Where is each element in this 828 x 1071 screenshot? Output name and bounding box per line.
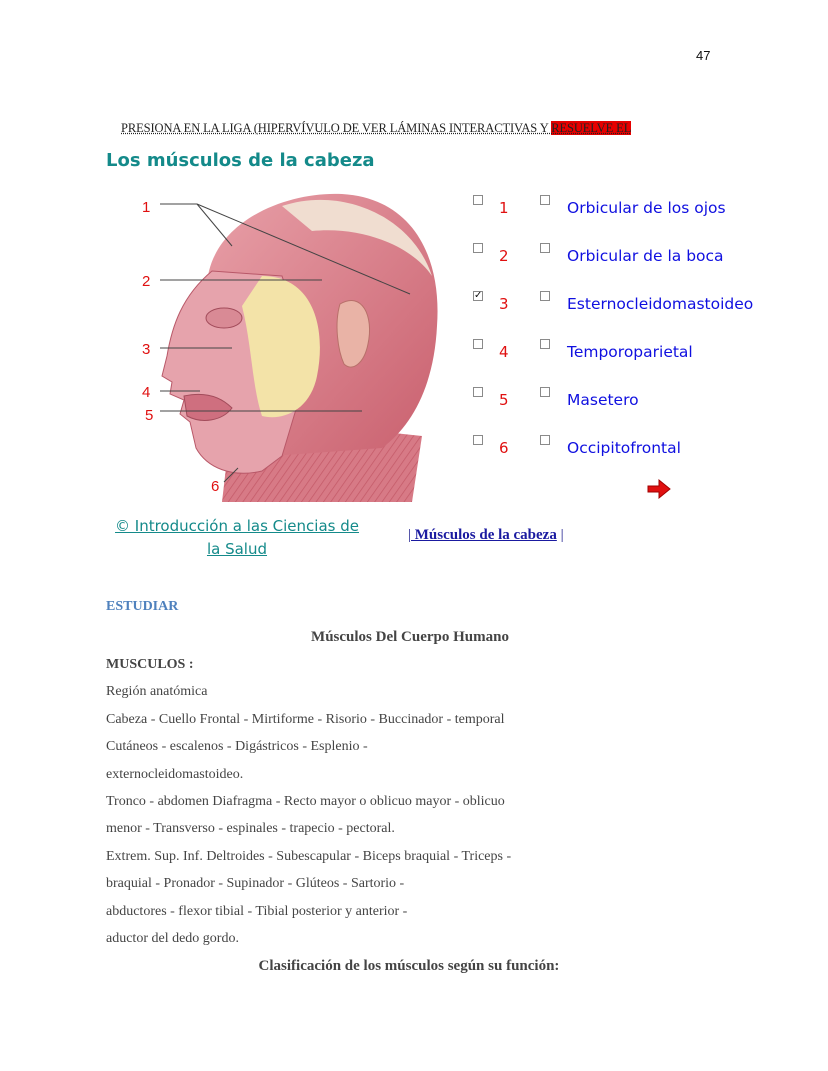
credit-line-1[interactable]: © Introducción a las Ciencias de (115, 517, 359, 535)
answer-checkbox-3[interactable] (540, 291, 550, 301)
answer-checkbox-6[interactable] (540, 435, 550, 445)
breadcrumb-link[interactable]: Músculos de la cabeza (411, 527, 557, 543)
next-button[interactable] (646, 478, 672, 500)
callout-2: 2 (142, 273, 151, 290)
instruction-highlight: RESUELVE EL (551, 121, 632, 135)
credit-line-2[interactable]: la Salud (206, 540, 268, 558)
quiz-number-6: 6 (499, 439, 509, 457)
quiz-label-4: Temporoparietal (567, 343, 693, 361)
quiz-number-2: 2 (499, 247, 509, 265)
right-arrow-icon (646, 478, 672, 500)
study-heading: ESTUDIAR (106, 599, 179, 614)
study-line-6: menor - Transverso - espinales - trapecio - pectoral. (106, 821, 395, 836)
breadcrumb-separator-left: | (408, 527, 412, 543)
study-line-1: Región anatómica (106, 684, 208, 699)
callout-6: 6 (211, 478, 220, 495)
study-line-4: externocleidomastoideo. (106, 767, 244, 782)
quiz-label-2: Orbicular de la boca (567, 247, 724, 265)
quiz-label-1: Orbicular de los ojos (567, 199, 726, 217)
answer-checkbox-5[interactable] (540, 387, 550, 397)
instruction-link[interactable] (121, 121, 631, 136)
number-checkbox-2[interactable] (473, 243, 483, 253)
answer-checkbox-1[interactable] (540, 195, 550, 205)
head-muscles-illustration (112, 186, 452, 502)
study-line-7: Extrem. Sup. Inf. Deltroides - Subescapular - Biceps braquial - Triceps - (106, 849, 512, 864)
answer-checkbox-4[interactable] (540, 339, 550, 349)
breadcrumb-separator-right: | (556, 527, 564, 543)
number-checkbox-4[interactable] (473, 339, 483, 349)
quiz-label-5: Masetero (567, 391, 639, 409)
study-line-3: Cutáneos - escalenos - Digástricos - Esplenio - (106, 739, 368, 754)
callout-4: 4 (142, 384, 151, 401)
quiz-number-5: 5 (499, 391, 509, 409)
section-title: Los músculos de la cabeza (106, 150, 375, 171)
study-line-8: braquial - Pronador - Supinador - Glúteos - Sartorio - (106, 876, 405, 891)
quiz-number-4: 4 (499, 343, 509, 361)
answer-checkbox-2[interactable] (540, 243, 550, 253)
number-checkbox-6[interactable] (473, 435, 483, 445)
muscles-label: MUSCULOS : (106, 657, 194, 672)
study-line-2: Cabeza - Cuello Frontal - Mirtiforme - Risorio - Buccinador - temporal (106, 712, 505, 727)
quiz-label-3: Esternocleidomastoideo (567, 295, 754, 313)
quiz-number-3: 3 (499, 295, 509, 313)
callout-3: 3 (142, 341, 151, 358)
number-checkbox-1[interactable] (473, 195, 483, 205)
callout-5: 5 (145, 407, 154, 424)
study-line-9: abductores - flexor tibial - Tibial posterior y anterior - (106, 904, 408, 919)
study-subtitle: Músculos Del Cuerpo Humano (311, 629, 509, 645)
page-number: 47 (696, 48, 711, 63)
classification-heading: Clasificación de los músculos según su función: (258, 958, 560, 974)
checkmark-icon: ✓ (474, 290, 483, 301)
number-checkbox-3[interactable] (473, 291, 483, 301)
number-checkbox-5[interactable] (473, 387, 483, 397)
credit-link[interactable] (112, 515, 362, 561)
quiz-label-6: Occipitofrontal (567, 439, 681, 457)
quiz-number-1: 1 (499, 199, 509, 217)
head-illustration-svg (112, 186, 452, 502)
study-line-5: Tronco - abdomen Diafragma - Recto mayor o oblicuo mayor - oblicuo (106, 794, 505, 809)
callout-1: 1 (142, 199, 151, 216)
study-line-10: aductor del dedo gordo. (106, 931, 239, 946)
instruction-text: PRESIONA EN LA LIGA (HIPERVÍVULO DE VER LÁMINAS INTERACTIVAS Y (121, 121, 552, 135)
eye-muscle-shape (206, 308, 242, 328)
breadcrumb (408, 527, 564, 544)
